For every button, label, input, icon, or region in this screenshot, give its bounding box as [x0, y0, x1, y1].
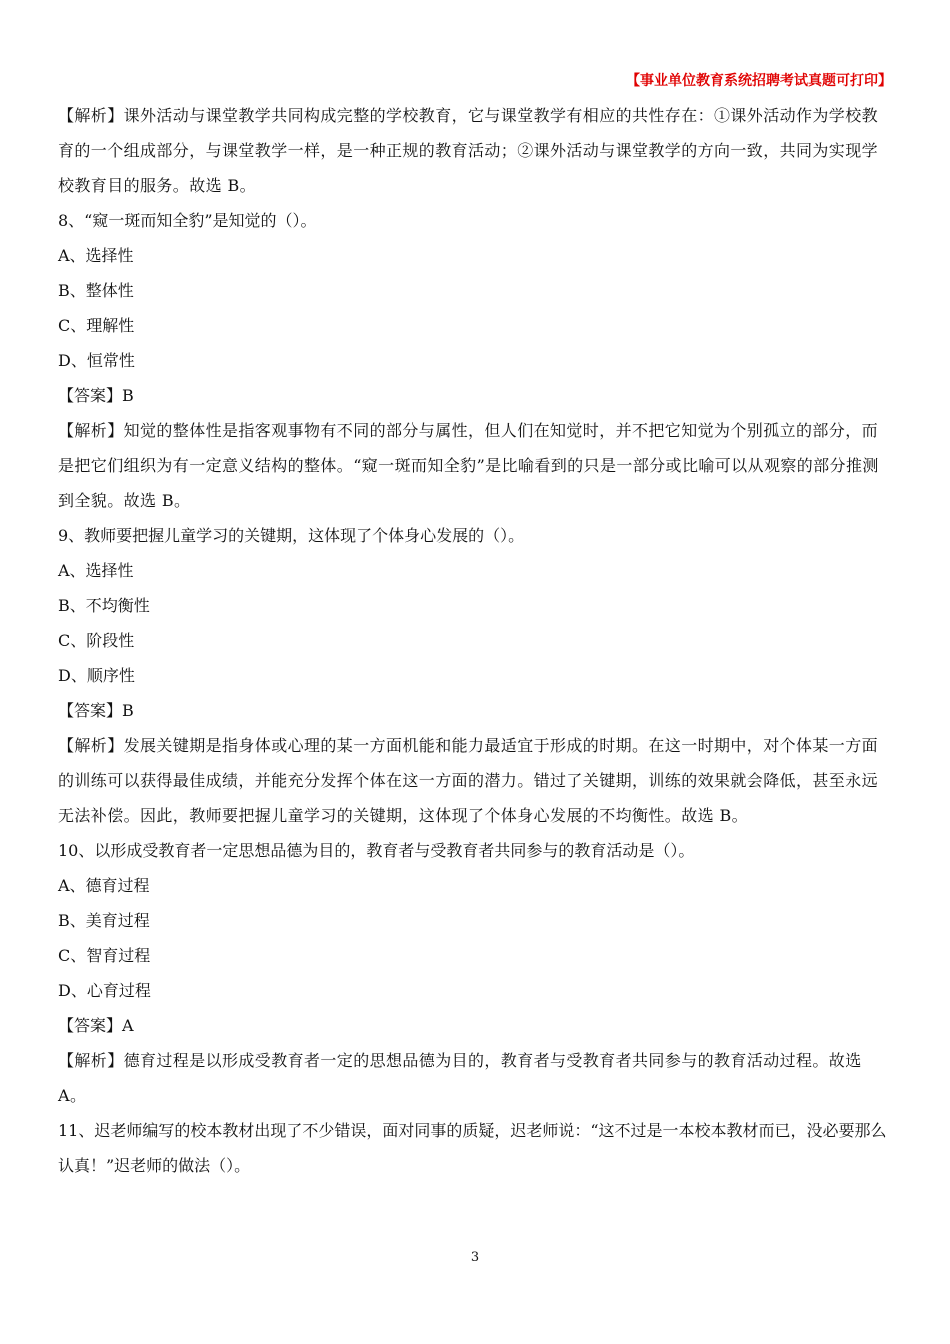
header-note: 【事业单位教育系统招聘考试真题可打印】 [626, 73, 892, 89]
option-d: D、恒常性 [58, 351, 135, 370]
option-a: A、德育过程 [58, 876, 150, 895]
option-c: C、理解性 [58, 316, 135, 335]
option-c: C、智育过程 [58, 946, 151, 965]
analysis-10: 【解析】德育过程是以形成受教育者一定的思想品德为目的，教育者与受教育者共同参与的教育活动过程。故选 A。 [58, 1051, 862, 1105]
answer-8: 【答案】B [58, 386, 134, 405]
analysis-text: 【解析】课外活动与课堂教学共同构成完整的学校教育，它与课堂教学有相应的共性存在：①课外活动作为学校教育的一个组成部分，与课堂教学一样，是一种正规的教育活动；②课外活动与课堂教学的方向一致，共同为实现学校教育目的服务。故选 B。 [58, 106, 879, 195]
answer-9: 【答案】B [58, 701, 134, 720]
answer-10: 【答案】A [58, 1016, 134, 1035]
option-b: B、美育过程 [58, 911, 150, 930]
analysis-9: 【解析】发展关键期是指身体或心理的某一方面机能和能力最适宜于形成的时期。在这一时期中，对个体某一方面的训练可以获得最佳成绩，并能充分发挥个体在这一方面的潜力。错过了关键期，训练的效果就会降低，甚至永远无法补偿。因此，教师要把握儿童学习的关键期，这体现了个体身心发展的不均衡性。故选 B。 [58, 736, 879, 825]
question-9: 9、教师要把握儿童学习的关键期，这体现了个体身心发展的（）。 [58, 526, 525, 545]
question-11: 11、迟老师编写的校本教材出现了不少错误，面对同事的质疑，迟老师说：“这不过是一本校本教材而已，没必要那么认真！”迟老师的做法（）。 [58, 1121, 887, 1175]
option-b: B、不均衡性 [58, 596, 150, 615]
question-8: 8、“窥一斑而知全豹”是知觉的（）。 [58, 211, 317, 230]
option-c: C、阶段性 [58, 631, 135, 650]
question-10: 10、以形成受教育者一定思想品德为目的，教育者与受教育者共同参与的教育活动是（）。 [58, 841, 695, 860]
document-body [58, 98, 892, 1183]
page-number: 3 [470, 1250, 480, 1265]
option-a: A、选择性 [58, 561, 134, 580]
analysis-8: 【解析】知觉的整体性是指客观事物有不同的部分与属性，但人们在知觉时，并不把它知觉为个别孤立的部分，而是把它们组织为有一定意义结构的整体。“窥一斑而知全豹”是比喻看到的只是一部分或比喻可以从观察的部分推测到全貌。故选 B。 [58, 421, 879, 510]
option-b: B、整体性 [58, 281, 134, 300]
option-d: D、心育过程 [58, 981, 151, 1000]
option-d: D、顺序性 [58, 666, 135, 685]
option-a: A、选择性 [58, 246, 134, 265]
